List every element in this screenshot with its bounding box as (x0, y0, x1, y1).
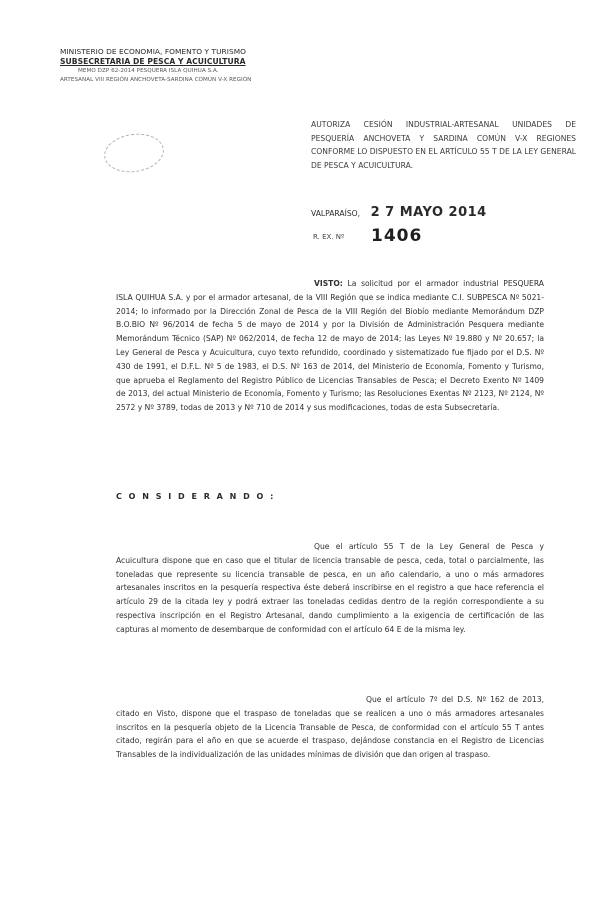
visto-text: La solicitud por el armador industrial PESQUERA ISLA QUIHUA S.A. y por el armador artesanal, de la VIII Región que se indica mediante C.I. SUBPESCA Nº 5021-2014; lo informado por la Dirección Zonal de Pesca de la VIII Región del Biobío mediante Memorándum DZP B.O.BIO Nº 96/2014 de fecha 5 de mayo de 2014 y por la División de Administración Pesquera mediante Memorándum Técnico (SAP) Nº 062/2014, de fecha 12 de mayo de 2014; las Leyes Nº 19.880 y Nº 20.657; la Ley General de Pesca y Acuicultura, cuyo texto refundido, coordinado y sistematizado fue fijado por el D.S. Nº 430 de 1991, el D.F.L. Nº 5 de 1983, el D.S. Nº 163 de 2014, del Ministerio de Economía, Fomento y Turismo, que aprueba el Reglamento del Registro Público de Licencias Transables de Pesca; el Decreto Exento Nº 1409 de 2013, del actual Ministerio de Economía, Fomento y Turismo; las Resoluciones Exentas Nº 2123, Nº 2124, Nº 2572 y Nº 3789, todas de 2013 y Nº 710 de 2014 y sus modificaciones, todas de esta Subsecretaría. (116, 279, 544, 413)
memo-reference: MEMO DZP 62-2014 PESQUERA ISLA QUIHUA S.A. (78, 68, 219, 74)
considerando-paragraph-1: Que el artículo 55 T de la Ley General de Pesca y Acuicultura dispone que en caso que el titular de licencia transable de pesca, ceda, total o parcialmente, las toneladas que represente su licencia transable de pesca, en un año calendario, a uno o más armadores artesanales inscritos en la pesquería respectiva éste deberá inscribirse en el registro a que hace referencia el artículo 29 de la citada ley y podrá extraer las toneladas cedidas dentro de la región correspondiente a su respectiva inscripción en el Registro Artesanal, dando cumplimiento a la exigencia de certificación de las capturas al momento de desembarque de conformidad con el artículo 64 E de la misma ley. (116, 542, 544, 634)
resolution-number: 1406 (371, 226, 423, 246)
resolution-subject: AUTORIZA CESIÓN INDUSTRIAL-ARTESANAL UNIDADES DE PESQUERÍA ANCHOVETA Y SARDINA COMÚN V-X REGIONES CONFORME LO DISPUESTO EN EL ARTÍCULO 55 T DE LA LEY GENERAL DE PESCA Y ACUICULTURA. (311, 120, 576, 170)
place-date-line (311, 205, 571, 220)
date-stamp: 2 7 MAYO 2014 (370, 205, 487, 220)
memo-reference-2: ARTESANAL VIII REGIÓN ANCHOVETA-SARDINA COMÚN V-X REGIÓN (60, 77, 252, 83)
ministry-name: MINISTERIO DE ECONOMIA, FOMENTO Y TURISMO (60, 47, 246, 56)
considerando-heading: C O N S I D E R A N D O : (116, 492, 276, 501)
visto-paragraph (116, 277, 544, 415)
office-stamp (102, 130, 167, 176)
letterhead (60, 47, 300, 85)
visto-heading: VISTO: (314, 279, 343, 288)
subsecretaria-name: SUBSECRETARIA DE PESCA Y ACUICULTURA (60, 57, 246, 66)
place-text: VALPARAÍSO, (311, 209, 361, 218)
resolution-label: R. EX. Nº (313, 233, 345, 241)
considerando-paragraph-2: Que el artículo 7º del D.S. Nº 162 de 2013, citado en Visto, dispone que el traspaso de toneladas que se realicen a uno o más armadores artesanales inscritos en la pesquería objeto de la Licencia Transable de Pesca, de conformidad con el artículo 55 T antes citado, regirán para el año en que se acuerde el traspaso, dejándose constancia en el Registro de Licencias Transables de la individualización de las unidades mínimas de división que dan origen al traspaso. (116, 695, 544, 760)
